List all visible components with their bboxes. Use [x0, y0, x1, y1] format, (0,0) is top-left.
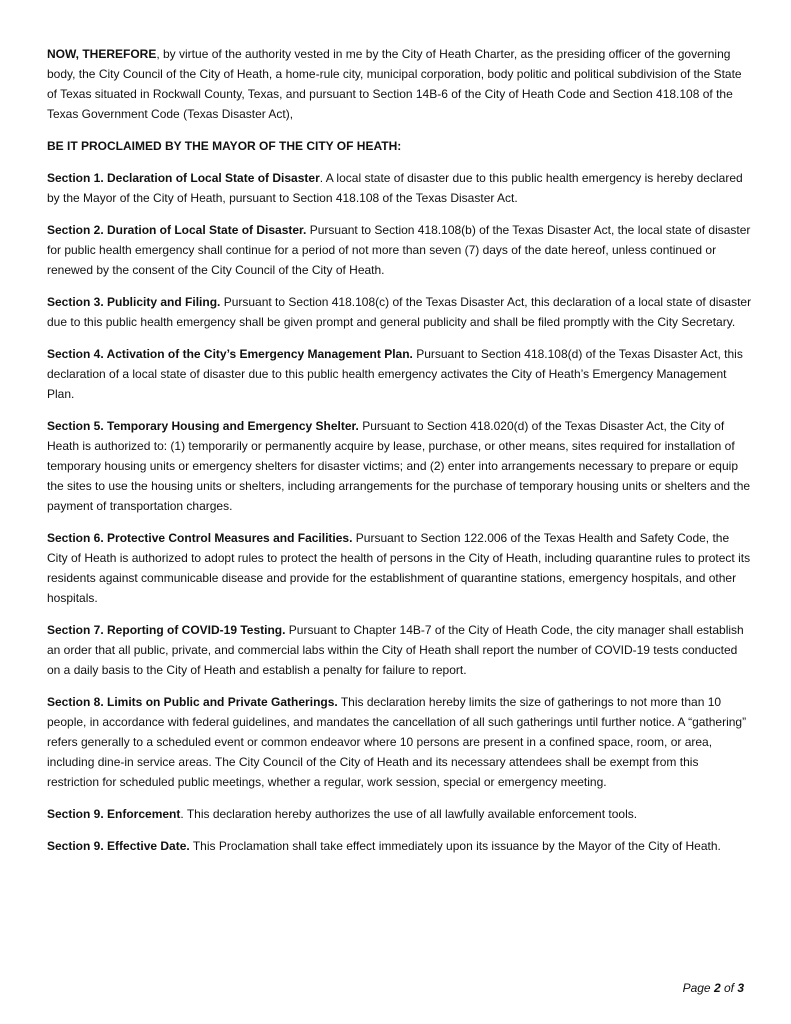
proclaim-heading-text: BE IT PROCLAIMED BY THE MAYOR OF THE CITY OF HEATH:	[47, 139, 402, 153]
section-body: Pursuant to Section 122.006 of the Texas Health and Safety Code, the City of Heath is authorized to adopt rules to protect the health of persons in the City of Heath, including quarantine rules to protect its residents against communicable disease and provide for the establishment of quarantine stations, emergency hospitals, and other hospitals.	[47, 531, 751, 605]
section-body: Pursuant to Section 418.108(d) of the Texas Disaster Act, this declaration of a local state of disaster due to this public health emergency activates the City of Heath’s Emergency Management Plan.	[47, 347, 743, 401]
page-current: 2	[713, 981, 721, 995]
section-8	[47, 692, 752, 792]
section-heading: Section 2. Duration of Local State of Disaster.	[47, 223, 307, 237]
proclaim-heading	[47, 136, 752, 156]
section-body: . A local state of disaster due to this public health emergency is hereby declared by the Mayor of the City of Heath, pursuant to Section 418.108 of the Texas Disaster Act.	[47, 171, 743, 205]
section-body: Pursuant to Section 418.108(c) of the Texas Disaster Act, this declaration of a local state of disaster due to this public health emergency shall be given prompt and general publicity and shall be filed promptly with the City Secretary.	[47, 295, 752, 329]
section-heading: Section 8. Limits on Public and Private Gatherings.	[47, 695, 338, 709]
section-heading: Section 7. Reporting of COVID-19 Testing.	[47, 623, 286, 637]
section-4	[47, 344, 752, 404]
section-9-enforcement	[47, 804, 752, 824]
section-7	[47, 620, 752, 680]
document-page	[47, 44, 752, 868]
page-prefix: Page	[682, 981, 714, 995]
page-number	[683, 981, 744, 995]
section-6	[47, 528, 752, 608]
section-heading: Section 4. Activation of the City’s Emergency Management Plan.	[47, 347, 413, 361]
section-5	[47, 416, 752, 516]
page-of: of	[720, 981, 738, 995]
page-total: 3	[737, 981, 744, 995]
section-body: Pursuant to Chapter 14B-7 of the City of Heath Code, the city manager shall establish an order that all public, private, and commercial labs within the City of Heath shall report the number of COVID-19 tests conducted on a daily basis to the City of Heath and establish a penalty for failure to report.	[47, 623, 744, 677]
section-heading: Section 9. Enforcement	[47, 807, 181, 821]
intro-lead: NOW, THEREFORE	[47, 47, 157, 61]
section-body: This declaration hereby limits the size of gatherings to not more than 10 people, in accordance with federal guidelines, and mandates the cancellation of all such gatherings until further notice. A “gathering” refers generally to a scheduled event or common endeavor where 10 persons are present in a confined space, room, or area, including dine-in service areas. The City Council of the City of Heath and its necessary attendees shall be exempt from this restriction for scheduled public meetings, whether a regular, work session, special or emergency meeting.	[47, 695, 747, 789]
section-heading: Section 3. Publicity and Filing.	[47, 295, 221, 309]
intro-text: , by virtue of the authority vested in me by the City of Heath Charter, as the presiding officer of the governing body, the City Council of the City of Heath, a home-rule city, municipal corporation, body politic and political subdivision of the State of Texas situated in Rockwall County, Texas, and pursuant to Section 14B-6 of the City of Heath Code and Section 418.108 of the Texas Government Code (Texas Disaster Act),	[47, 47, 742, 121]
section-2	[47, 220, 752, 280]
section-heading: Section 9. Effective Date.	[47, 839, 190, 853]
section-heading: Section 5. Temporary Housing and Emergency Shelter.	[47, 419, 359, 433]
section-body: Pursuant to Section 418.108(b) of the Texas Disaster Act, the local state of disaster for public health emergency shall continue for a period of not more than seven (7) days of the date hereof, unless continued or renewed by the consent of the City Council of the City of Heath.	[47, 223, 751, 277]
section-heading: Section 1. Declaration of Local State of Disaster	[47, 171, 320, 185]
section-body: . This declaration hereby authorizes the use of all lawfully available enforcement tools.	[180, 807, 638, 821]
section-heading: Section 6. Protective Control Measures and Facilities.	[47, 531, 353, 545]
section-9-effective-date	[47, 836, 752, 856]
section-3	[47, 292, 752, 332]
section-1	[47, 168, 752, 208]
section-body: This Proclamation shall take effect immediately upon its issuance by the Mayor of the City of Heath.	[189, 839, 721, 853]
section-body: Pursuant to Section 418.020(d) of the Texas Disaster Act, the City of Heath is authorized to: (1) temporarily or permanently acquire by lease, purchase, or other means, sites required for installation of temporary housing units or emergency shelters for disaster victims; and (2) enter into arrangements necessary to prepare or equip the sites to use the housing units or shelters, including arrangements for the purchase of temporary housing units or shelters and the payment of transportation charges.	[47, 419, 751, 513]
intro-paragraph	[47, 44, 752, 124]
